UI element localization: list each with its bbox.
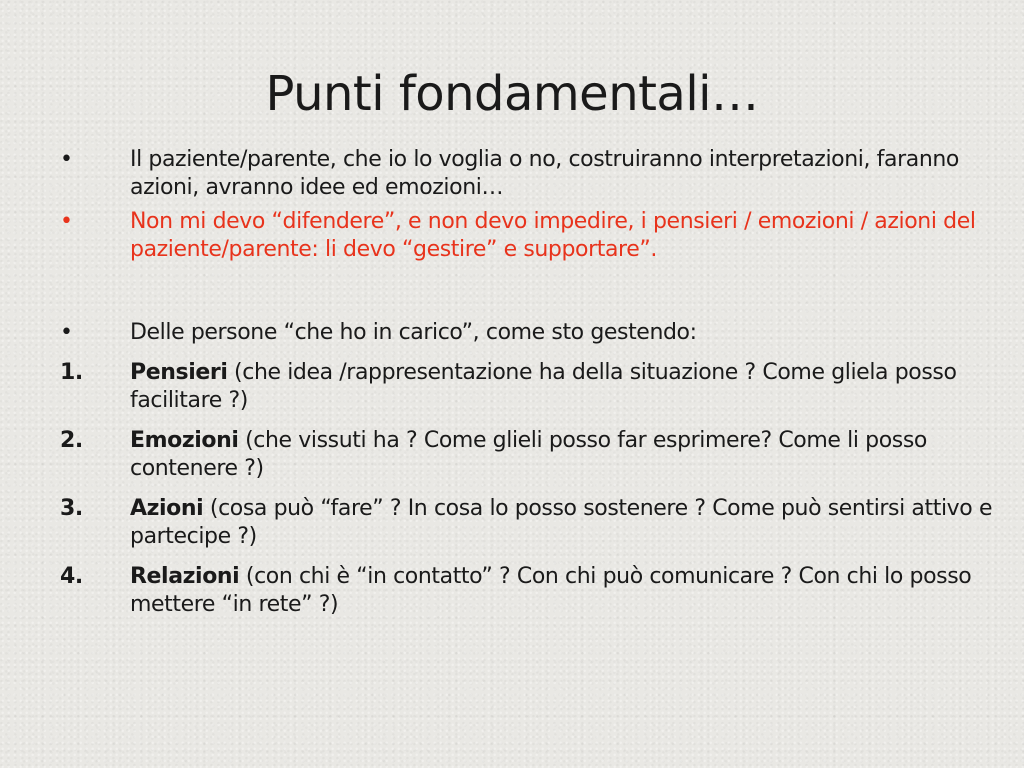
bullet-marker: • [60, 147, 73, 172]
item-description: (che vissuti ha ? Come glieli posso far esprimere? Come li posso contenere ?) [130, 428, 927, 481]
numbered-item [0, 563, 1024, 619]
item-description: (con chi è “in contatto” ? Con chi può comunicare ? Con chi lo posso mettere “in rete” ?) [130, 564, 972, 617]
bullet-marker: • [60, 209, 73, 234]
item-number: 2. [60, 428, 83, 453]
numbered-item [0, 427, 1024, 483]
numbered-text [130, 495, 1000, 551]
bullet-text: Non mi devo “difendere”, e non devo impedire, i pensieri / emozioni / azioni del paziente/parente: li devo “gestire” e supportare”. [130, 209, 976, 262]
numbered-item [0, 495, 1024, 551]
item-number: 3. [60, 496, 83, 521]
slide-body [0, 146, 1024, 619]
bullet-text: Il paziente/parente, che io lo voglia o no, costruiranno interpretazioni, faranno azioni, avranno idee ed emozioni… [130, 147, 959, 200]
item-keyword: Pensieri [130, 360, 228, 385]
slide-title: Punti fondamentali… [265, 66, 759, 122]
bullet-marker: • [60, 320, 73, 345]
numbered-text [130, 359, 1000, 415]
item-keyword: Relazioni [130, 564, 240, 589]
item-keyword: Emozioni [130, 428, 239, 453]
bullet-text: Delle persone “che ho in carico”, come sto gestendo: [130, 320, 697, 345]
bullet-item-highlighted [0, 208, 1024, 264]
numbered-text [130, 427, 1000, 483]
numbered-text [130, 563, 1000, 619]
item-number: 4. [60, 564, 83, 589]
item-keyword: Azioni [130, 496, 204, 521]
item-description: (che idea /rappresentazione ha della situazione ? Come gliela posso facilitare ?) [130, 360, 957, 413]
bullet-item [0, 319, 1024, 347]
numbered-item [0, 359, 1024, 415]
bullet-item [0, 146, 1024, 202]
item-number: 1. [60, 360, 83, 385]
item-description: (cosa può “fare” ? In cosa lo posso sostenere ? Come può sentirsi attivo e partecipe ?) [130, 496, 993, 549]
